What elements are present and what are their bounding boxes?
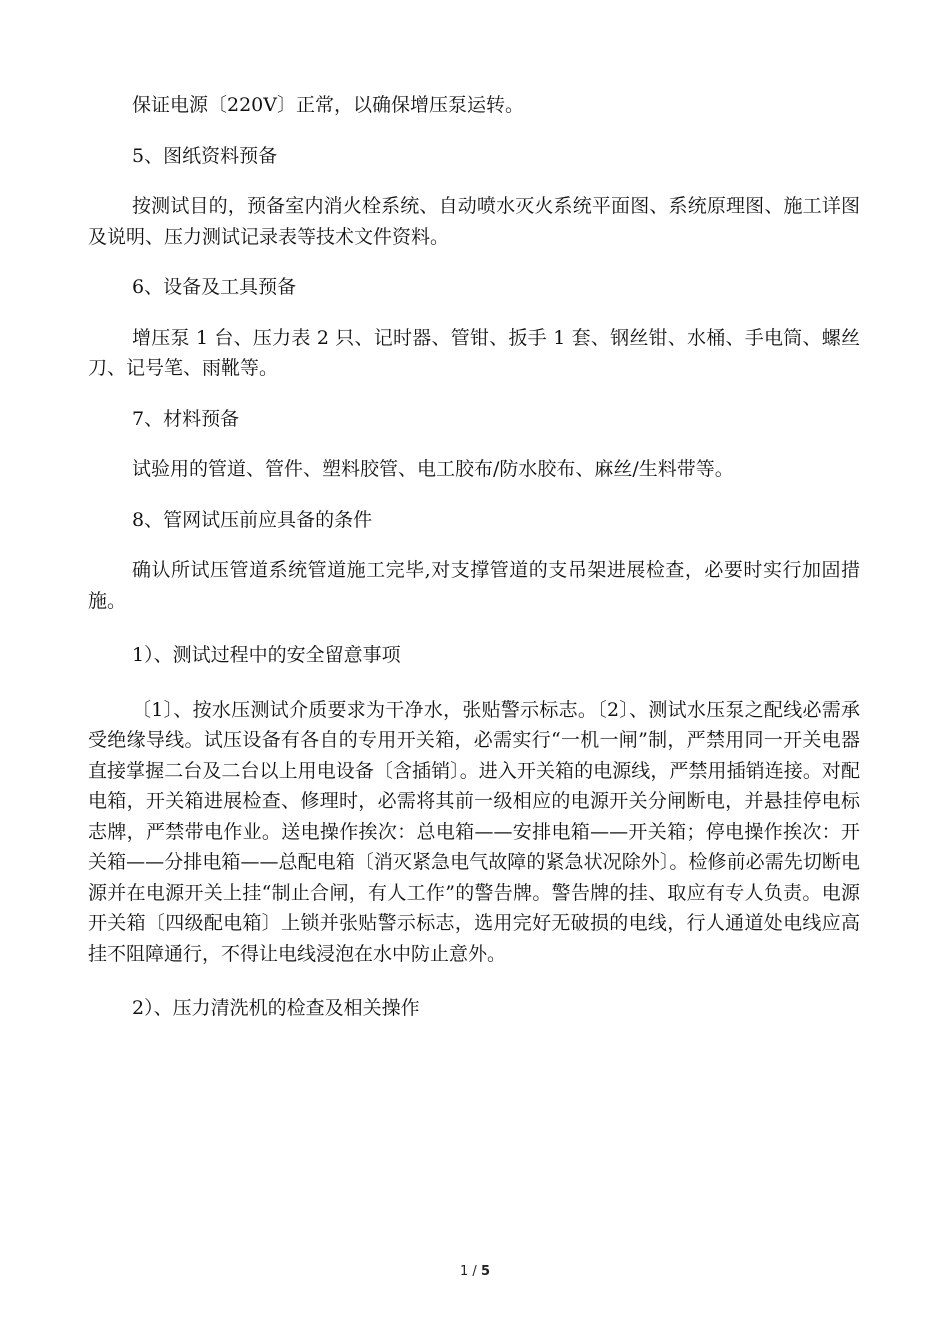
paragraph-materials: 试验用的管道、管件、塑料胶管、电工胶布/防水胶布、麻丝/生料带等。 (132, 458, 734, 480)
heading-equipment-prep: 6、设备及工具预备 (132, 276, 297, 298)
paragraph-drawings: 按测试目的，预备室内消火栓系统、自动喷水灭火系统平面图、系统原理图、施工详图及说明、压力测试记录表等技术文件资料。 (88, 195, 860, 248)
heading-safety-notes: 1）、测试过程中的安全留意事项 (132, 644, 401, 666)
paragraph-equipment: 增压泵 1 台、压力表 2 只、记时器、管钳、扳手 1 套、钢丝钳、水桶、手电筒、螺丝刀、记号笔、雨靴等。 (88, 326, 860, 379)
page-current: 1 (460, 1264, 469, 1279)
heading-drawings-prep: 5、图纸资料预备 (132, 144, 278, 167)
paragraph-safety-notes: 〔1〕、按水压测试介质要求为干净水，张贴警示标志。〔2〕、测试水压泵之配线必需承受绝缘导线。试压设备有各自的专用开关箱，必需实行“一机一闸”制，严禁用同一开关电器直接掌握二台及二台以上用电设备〔含插销〕。进入开关箱的电源线，严禁用插销连接。对配电箱，开关箱进展检查、修理时，必需将其前一级相应的电源开关分闸断电，并悬挂停电标志牌，严禁带电作业。送电操作挨次：总电箱——安排电箱——开关箱；停电操作挨次：开关箱——分排电箱——总配电箱〔消灭紧急电气故障的紧急状况除外〕。检修前必需先切断电源并在电源开关上挂“制止合闸，有人工作”的警告牌。警告牌的挂、取应有专人负责。电源开关箱〔四级配电箱〕上锁并张贴警示标志，选用完好无破损的电线，行人通道处电线应高挂不阻障通行，不得让电线浸泡在水中防止意外。 (88, 698, 860, 965)
document-body (88, 90, 860, 1024)
heading-pretest-conditions: 8、管网试压前应具备的条件 (132, 508, 373, 531)
paragraph-power-supply: 保证电源〔220V〕正常，以确保增压泵运转。 (132, 94, 524, 116)
paragraph-pretest-conditions: 确认所试压管道系统管道施工完毕,对支撑管道的支吊架进展检查，必要时实行加固措施。 (88, 559, 860, 612)
heading-pressure-washer: 2）、压力清洗机的检查及相关操作 (132, 997, 420, 1019)
heading-materials-prep: 7、材料预备 (132, 407, 240, 430)
page-separator: / (468, 1264, 481, 1279)
page-number (0, 1264, 950, 1279)
page-total: 5 (480, 1264, 490, 1279)
